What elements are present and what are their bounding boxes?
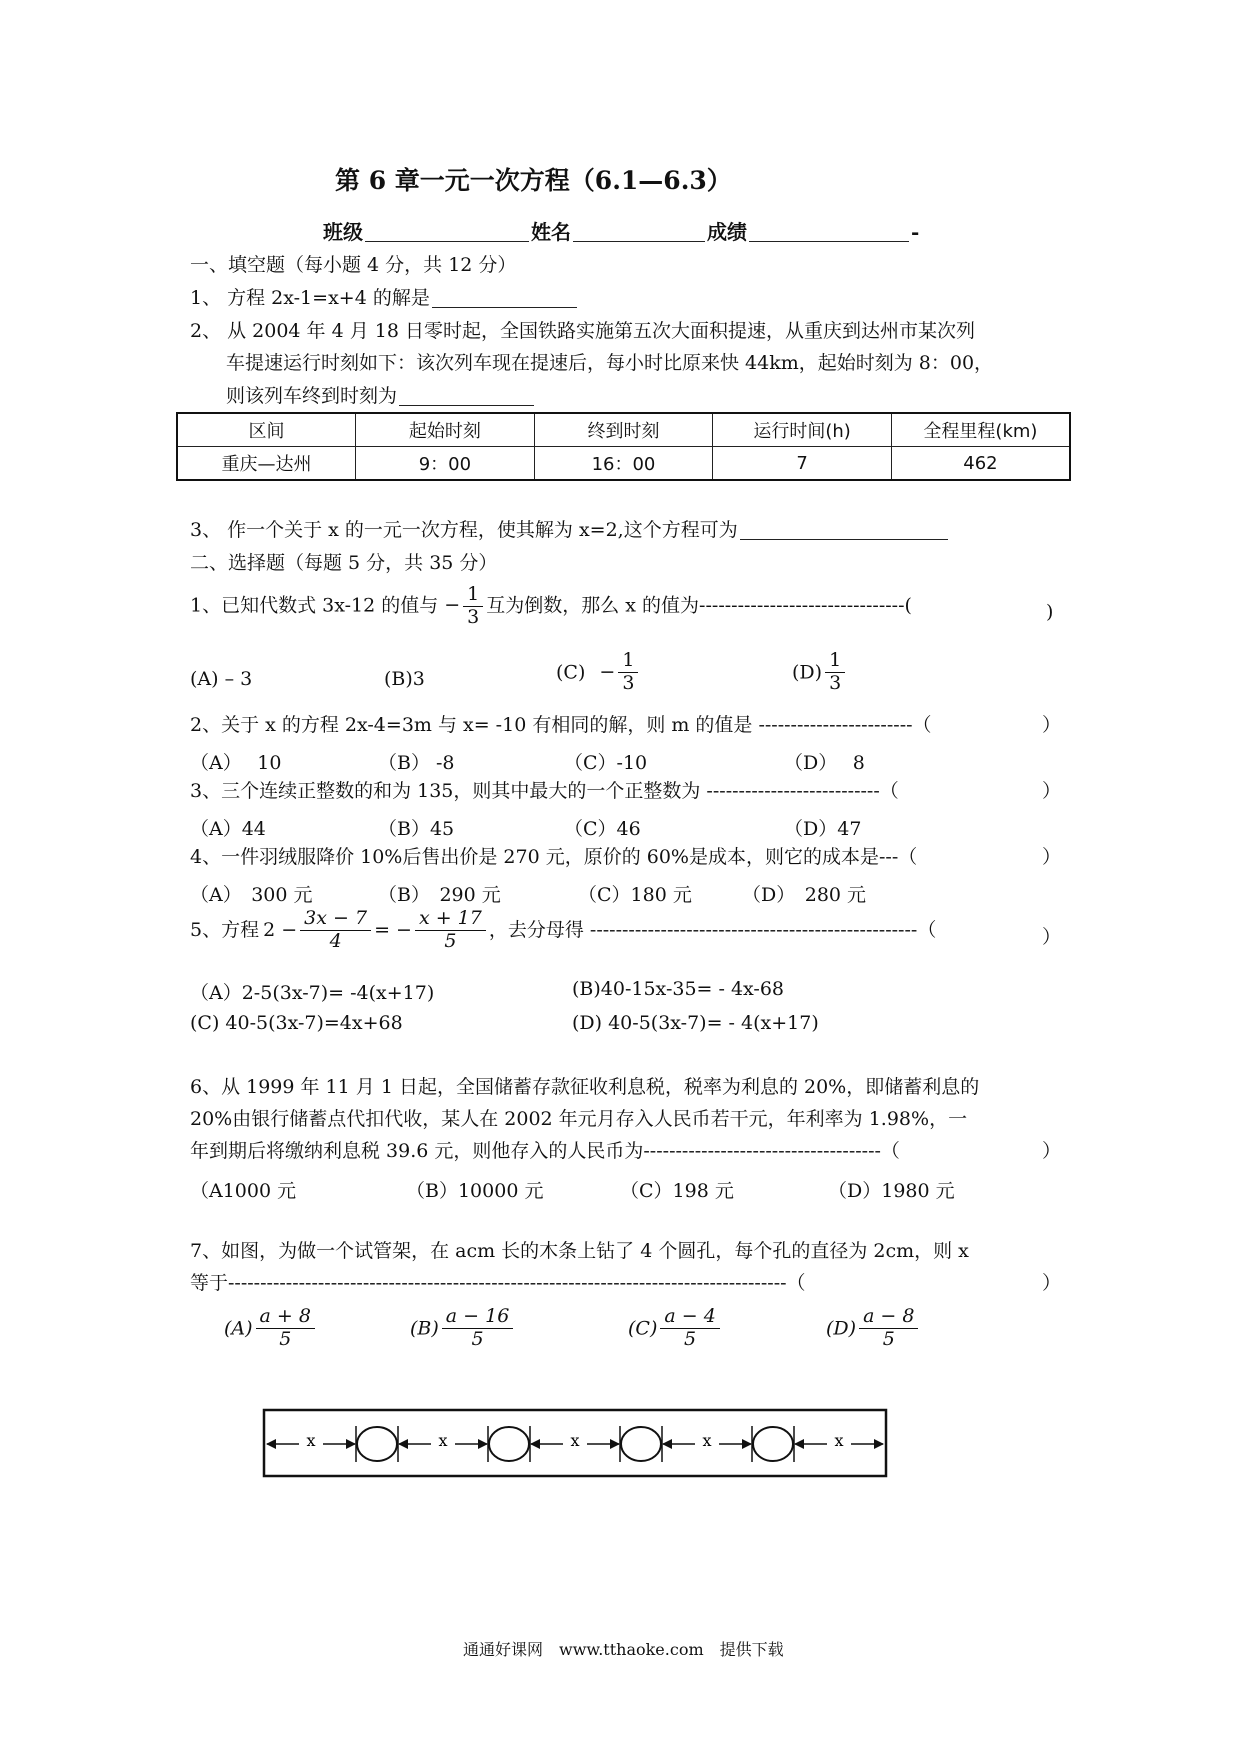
page-title: 第 6 章一元一次方程（6.1—6.3）: [335, 166, 732, 195]
test-tube-rack-figure: [262, 1408, 892, 1482]
section1-heading: 一、填空题（每小题 4 分，共 12 分）: [190, 254, 517, 276]
table-cell: 462: [891, 447, 1070, 481]
table-header-cell: 全程里程(km): [891, 413, 1070, 447]
gap-x-label: x: [702, 1431, 712, 1450]
class-field[interactable]: [365, 222, 529, 242]
drilled-hole: [621, 1427, 661, 1461]
fraction: $\frac{1}{3}$: [618, 650, 638, 695]
choice-q2-option-b[interactable]: （B） -8: [378, 752, 455, 774]
choice-q2-option-d[interactable]: （D） 8: [784, 752, 865, 774]
fraction: $\frac{1}{3}$: [463, 584, 483, 629]
choice-q1-option-d[interactable]: (D) $\frac{1}{3}$: [792, 650, 848, 695]
choice-q6-option-c[interactable]: （C）198 元: [620, 1180, 734, 1202]
gap-x-label: x: [438, 1431, 448, 1450]
choice-q1-stem: 1、已知代数式 3x-12 的值与 − $\frac{1}{3}$ 互为倒数，那么 x 的值为--------------------------------(: [190, 583, 912, 628]
choice-q5-option-a[interactable]: （A）2-5(3x-7)= -4(x+17): [190, 982, 435, 1004]
choice-q5-option-b[interactable]: (B)40-15x-35= - 4x-68: [572, 978, 785, 1000]
fraction: $\frac{a - 8}{5}$: [859, 1306, 918, 1351]
fill-q2-line1: 2、 从 2004 年 4 月 18 日零时起，全国铁路实施第五次大面积提速，从重庆到达州市某次列: [190, 320, 975, 342]
choice-q1-paren: ): [1046, 601, 1054, 623]
choice-q4-paren: ）: [1042, 846, 1062, 868]
choice-q4-option-b[interactable]: （B） 290 元: [378, 884, 501, 906]
table-cell: 9：00: [356, 447, 535, 481]
table-header-row: [177, 413, 1070, 447]
choice-q6-option-d[interactable]: （D）1980 元: [828, 1180, 955, 1202]
fill-q2-line2: 车提速运行时刻如下：该次列车现在提速后，每小时比原来快 44km，起始时刻为 8：00，: [226, 352, 994, 374]
score-field[interactable]: [749, 222, 909, 242]
choice-q7-option-d[interactable]: (D) $\frac{a - 8}{5}$: [826, 1306, 921, 1351]
choice-q3-option-d[interactable]: （D）47: [784, 818, 862, 840]
choice-q7-line1: 7、如图，为做一个试管架，在 acm 长的木条上钻了 4 个圆孔，每个孔的直径为 2cm，则 x: [190, 1240, 969, 1262]
choice-q5-paren: ）: [1042, 926, 1062, 948]
drilled-hole: [357, 1427, 397, 1461]
table-header-cell: 运行时间(h): [713, 413, 892, 447]
choice-q6-line3: 年到期后将缴纳利息税 39.6 元，则他存入的人民币为-------------------------------------（: [190, 1140, 900, 1162]
choice-q6-option-b[interactable]: （B）10000 元: [406, 1180, 544, 1202]
table-cell: 7: [713, 447, 892, 481]
fraction: $\frac{a - 16}{5}$: [442, 1306, 514, 1351]
table-header-cell: 起始时刻: [356, 413, 535, 447]
choice-q6-line2: 20%由银行储蓄点代扣代收，某人在 2002 年元月存入人民币若干元，年利率为 1.98%，一: [190, 1108, 968, 1130]
choice-q5-option-c[interactable]: (C) 40-5(3x-7)=4x+68: [190, 1012, 403, 1034]
choice-q2-option-c[interactable]: （C）-10: [564, 752, 648, 774]
class-label: 班级: [323, 220, 363, 244]
choice-q1-option-c[interactable]: (C) − $\frac{1}{3}$: [556, 650, 641, 695]
choice-q7-option-a[interactable]: (A) $\frac{a + 8}{5}$: [224, 1306, 318, 1351]
table-cell: 16：00: [534, 447, 713, 481]
student-info-line: 班级 姓名 成绩 -: [323, 220, 920, 244]
section2-heading: 二、选择题（每题 5 分，共 35 分）: [190, 552, 498, 574]
fill-q3: 3、 作一个关于 x 的一元一次方程，使其解为 x=2,这个方程可为: [190, 520, 950, 540]
drilled-hole: [489, 1427, 529, 1461]
gap-x-label: x: [306, 1431, 316, 1450]
choice-q3-option-a[interactable]: （A）44: [190, 818, 266, 840]
table-header-cell: 终到时刻: [534, 413, 713, 447]
fraction: $\frac{x + 17}{5}$: [415, 908, 486, 953]
choice-q4-option-c[interactable]: （C）180 元: [578, 884, 692, 906]
choice-q4-option-a[interactable]: （A） 300 元: [190, 884, 313, 906]
train-schedule-table: [176, 412, 1071, 481]
fill-q2-line3: 则该列车终到时刻为: [226, 386, 536, 406]
choice-q3-option-b[interactable]: （B）45: [378, 818, 455, 840]
fraction: $\frac{1}{3}$: [825, 650, 845, 695]
choice-q6-option-a[interactable]: （A1000 元: [190, 1180, 297, 1202]
name-field[interactable]: [573, 222, 705, 242]
score-label: 成绩: [707, 220, 747, 244]
choice-q4-option-d[interactable]: （D） 280 元: [742, 884, 867, 906]
choice-q3-option-c[interactable]: （C）46: [564, 818, 641, 840]
table-header-cell: 区间: [177, 413, 356, 447]
fill-q1-blank[interactable]: [432, 288, 577, 308]
name-label: 姓名: [531, 220, 571, 244]
table-cell: 重庆—达州: [177, 447, 356, 481]
fill-q2-blank[interactable]: [399, 386, 534, 406]
choice-q3-paren: ）: [1042, 780, 1062, 802]
choice-q7-paren: ）: [1042, 1272, 1062, 1294]
fraction: $\frac{a - 4}{5}$: [660, 1306, 719, 1351]
choice-q2-stem: 2、关于 x 的方程 2x-4=3m 与 x= -10 有相同的解，则 m 的值是 ------------------------（: [190, 714, 932, 736]
choice-q1-option-a[interactable]: (A) – 3: [190, 668, 253, 690]
choice-q6-line1: 6、从 1999 年 11 月 1 日起，全国储蓄存款征收利息税，税率为利息的 20%，即储蓄利息的: [190, 1076, 980, 1098]
choice-q7-option-b[interactable]: (B) $\frac{a - 16}{5}$: [410, 1306, 516, 1351]
fill-q3-blank[interactable]: [740, 520, 948, 540]
choice-q5-stem: 5、方程 2 − $\frac{3x - 7}{4}$ = − $\frac{x + 17}{5}$ ，去分母得 ---------------------------------------------------（: [190, 907, 937, 952]
choice-q1-option-b[interactable]: (B)3: [384, 668, 425, 690]
choice-q4-stem: 4、一件羽绒服降价 10%后售出价是 270 元，原价的 60%是成本，则它的成本是---（: [190, 846, 918, 868]
choice-q7-option-c[interactable]: (C) $\frac{a - 4}{5}$: [628, 1306, 723, 1351]
page-footer: 通通好课网 www.tthaoke.com 提供下载: [463, 1640, 784, 1659]
fraction: $\frac{a + 8}{5}$: [256, 1306, 315, 1351]
fraction: $\frac{3x - 7}{4}$: [300, 908, 371, 953]
gap-x-label: x: [570, 1431, 580, 1450]
table-row: [177, 447, 1070, 481]
choice-q2-option-a[interactable]: （A） 10: [190, 752, 282, 774]
drilled-hole: [753, 1427, 793, 1461]
choice-q6-paren: ）: [1042, 1140, 1062, 1162]
fill-q1: 1、 方程 2x-1=x+4 的解是: [190, 288, 579, 308]
choice-q7-line2: 等于---------------------------------------------------------------------------------------（: [190, 1272, 806, 1294]
choice-q2-paren: ）: [1042, 714, 1062, 736]
choice-q3-stem: 3、三个连续正整数的和为 135，则其中最大的一个正整数为 ---------------------------（: [190, 780, 899, 802]
choice-q5-option-d[interactable]: (D) 40-5(3x-7)= - 4(x+17): [572, 1012, 819, 1034]
gap-x-label: x: [834, 1431, 844, 1450]
